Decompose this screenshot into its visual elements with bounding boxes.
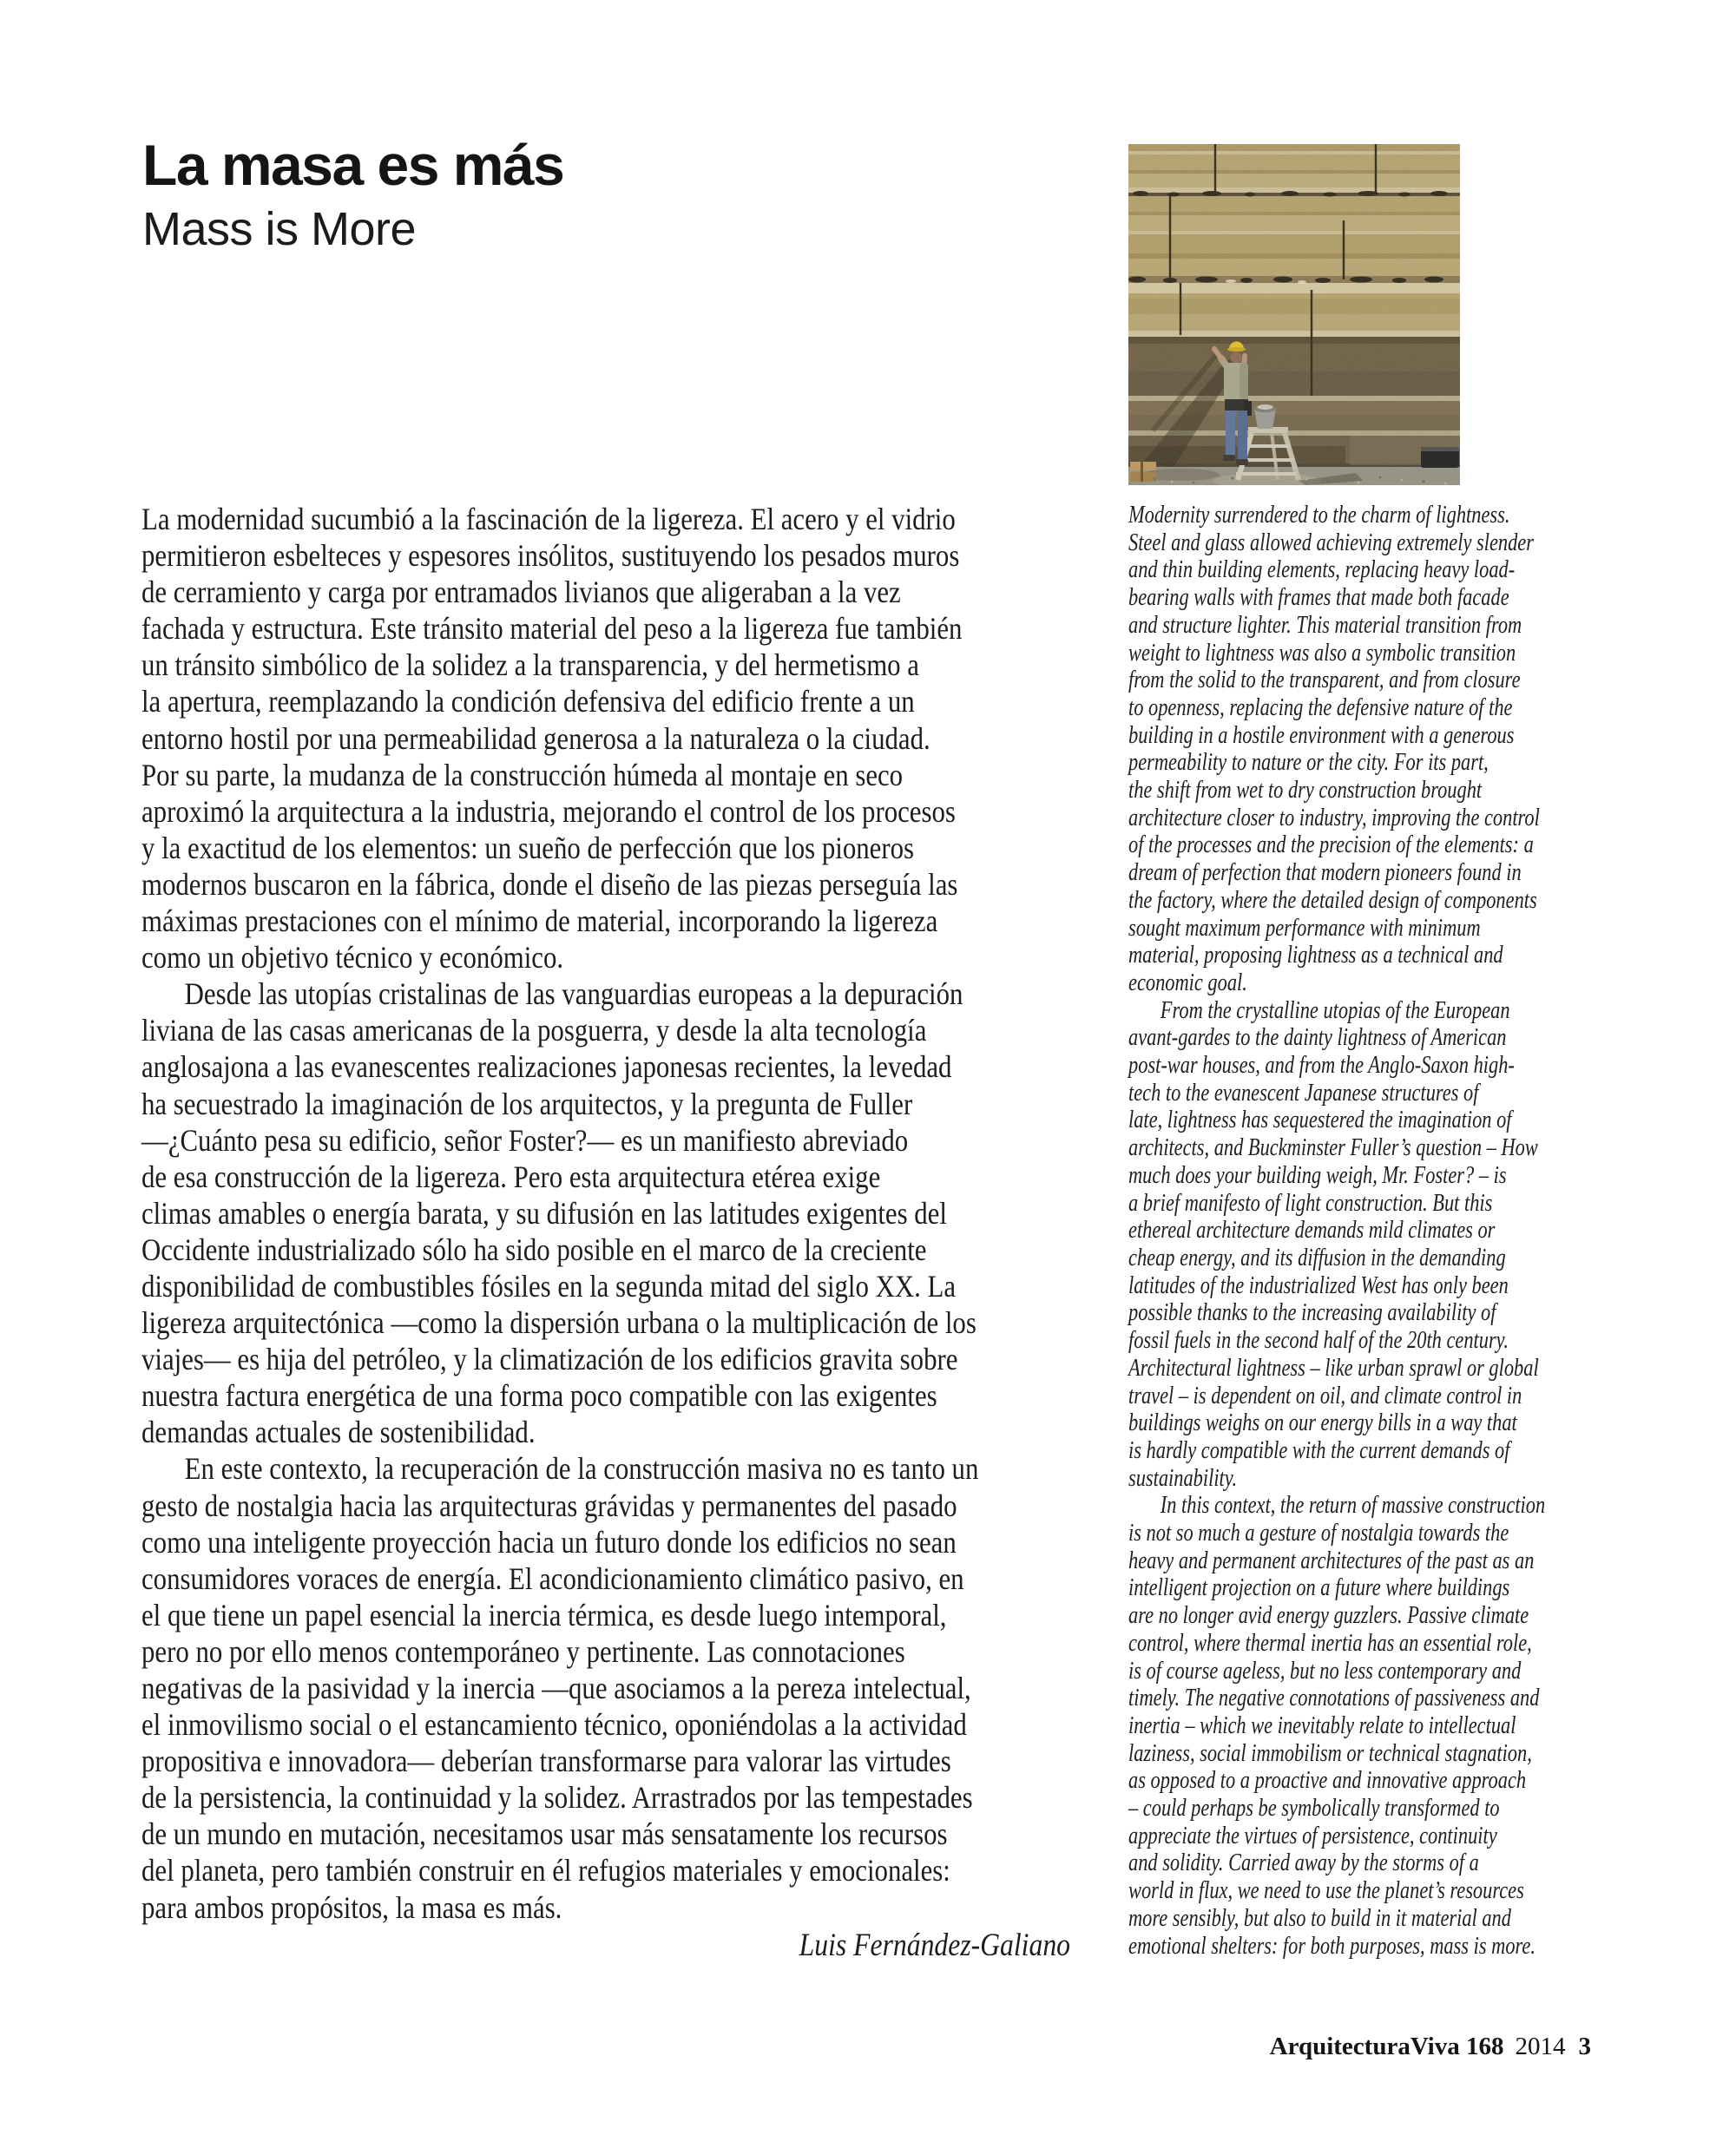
text-line: ethereal architecture demands mild climates or xyxy=(1128,1217,1496,1245)
text-line: avant-gardes to the dainty lightness of American xyxy=(1128,1024,1507,1052)
page-title: La masa es más xyxy=(142,133,564,197)
text-line: del planeta, pero también construir en él refugios materiales y emocionales: xyxy=(141,1853,950,1889)
text-line: anglosajona a las evanescentes realizaciones japonesas recientes, la levedad xyxy=(141,1049,952,1085)
text-line: negativas de la pasividad y la inercia —que asociamos a la pereza intelectual, xyxy=(141,1671,971,1705)
text-line: is of course ageless, but no less contemporary and xyxy=(1128,1657,1522,1685)
text-line: and structure lighter. This material transition from xyxy=(1128,611,1522,639)
text-line: from the solid to the transparent, and from closure xyxy=(1128,667,1521,694)
text-line: buildings weighs on our energy bills in a way that xyxy=(1128,1409,1517,1437)
text-line: heavy and permanent architectures of the past as an xyxy=(1128,1547,1535,1574)
text-line: aproximó la arquitectura a la industria, mejorando el control de los procesos xyxy=(141,793,956,829)
text-line: En este contexto, la recuperación de la construcción masiva no es tanto un xyxy=(184,1451,979,1487)
text-line: weight to lightness was also a symbolic transition xyxy=(1128,639,1516,667)
text-line: y la exactitud de los elementos: un sueño de perfección que los pioneros xyxy=(141,830,914,865)
text-line: de un mundo en mutación, necesitamos usar más sensatamente los recursos xyxy=(141,1816,948,1852)
text-line: more sensibly, but also to build in it material and xyxy=(1128,1904,1511,1932)
text-line: is not so much a gesture of nostalgia towards the xyxy=(1128,1520,1509,1547)
text-line: Desde las utopías cristalinas de las vanguardias europeas a la depuración xyxy=(184,976,963,1012)
text-line: late, lightness has sequestered the imagination of xyxy=(1128,1107,1512,1134)
text-line: as opposed to a proactive and innovative approach xyxy=(1128,1767,1527,1795)
text-line: La modernidad sucumbió a la fascinación de la ligereza. El acero y el vidrio xyxy=(141,502,956,536)
text-line: timely. The negative connotations of passiveness and xyxy=(1128,1685,1540,1712)
text-line: como una inteligente proyección hacia un futuro donde los edificios no sean xyxy=(141,1524,957,1560)
text-line: para ambos propósitos, la masa es más. xyxy=(141,1889,562,1925)
text-line: intelligent projection on a future where buildings xyxy=(1128,1574,1510,1602)
text-line: laziness, social immobilism or technical stagnation, xyxy=(1128,1739,1532,1767)
text-line: de cerramiento y carga por entramados livianos que aligeraban a la vez xyxy=(141,575,901,610)
text-line: el que tiene un papel esencial la inercia térmica, es desde luego intemporal, xyxy=(141,1597,947,1632)
text-line: la apertura, reemplazando la condición defensiva del edificio frente a un xyxy=(141,684,915,719)
text-line: dream of perfection that modern pioneers found in xyxy=(1128,859,1522,887)
text-line: sought maximum performance with minimum xyxy=(1128,914,1481,942)
text-line: —¿Cuánto pesa su edificio, señor Foster?— es un manifiesto abreviado xyxy=(141,1122,909,1158)
text-line: cheap energy, and its diffusion in the demanding xyxy=(1128,1244,1506,1271)
text-line: From the crystalline utopias of the European xyxy=(1160,996,1510,1024)
text-line: permeability to nature or the city. For its part, xyxy=(1128,749,1489,777)
text-line: post-war houses, and from the Anglo-Saxon high- xyxy=(1128,1052,1515,1080)
text-line: permitieron esbelteces y espesores insólitos, sustituyendo los pesados muros xyxy=(141,538,960,574)
text-line: de esa construcción de la ligereza. Pero esta arquitectura etérea exige xyxy=(141,1159,881,1194)
text-line: modernos buscaron en la fábrica, donde el diseño de las piezas perseguía las xyxy=(141,866,958,902)
text-line: ligereza arquitectónica —como la dispersión urbana o la multiplicación de los xyxy=(141,1305,976,1341)
text-line: tech to the evanescent Japanese structures of xyxy=(1128,1079,1479,1107)
text-line: economic goal. xyxy=(1128,969,1247,996)
text-line: el inmovilismo social o el estancamiento técnico, oponiéndolas a la actividad xyxy=(141,1707,967,1743)
footer-year: 2014 xyxy=(1515,2033,1566,2060)
text-line: Architectural lightness – like urban sprawl or global xyxy=(1128,1354,1539,1382)
text-line: latitudes of the industrialized West has only been xyxy=(1128,1271,1509,1299)
text-line: much does your building weigh, Mr. Foster? – is xyxy=(1128,1161,1507,1189)
page-footer xyxy=(1270,2033,1591,2061)
text-line: control, where thermal inertia has an essential role, xyxy=(1128,1629,1532,1657)
text-line: nuestra factura energética de una forma poco compatible con las exigentes xyxy=(141,1378,937,1414)
text-line: liviana de las casas americanas de la posguerra, y desde la alta tecnología xyxy=(141,1013,927,1048)
text-line: Modernity surrendered to the charm of lightness. xyxy=(1128,502,1510,529)
text-line: viajes— es hija del petróleo, y la climatización de los edificios gravita sobre xyxy=(141,1342,958,1377)
text-line: un tránsito simbólico de la solidez a la transparencia, y del hermetismo a xyxy=(141,647,919,683)
text-line: ha secuestrado la imaginación de los arquitectos, y la pregunta de Fuller xyxy=(141,1086,913,1121)
text-line: gesto de nostalgia hacia las arquitecturas grávidas y permanentes del pasado xyxy=(141,1488,957,1523)
text-line: bearing walls with frames that made both facade xyxy=(1128,584,1509,612)
text-line: to openness, replacing the defensive nature of the xyxy=(1128,693,1513,721)
text-line: building in a hostile environment with a generous xyxy=(1128,721,1515,749)
text-line: architecture closer to industry, improving the control xyxy=(1128,804,1540,831)
text-line: architects, and Buckminster Fuller’s question – How xyxy=(1128,1134,1538,1162)
footer-page-number: 3 xyxy=(1578,2033,1591,2060)
author-signature: Luis Fernández-Galiano xyxy=(799,1927,1070,1963)
text-line: máximas prestaciones con el mínimo de material, incorporando la ligereza xyxy=(141,903,938,939)
text-line: disponibilidad de combustibles fósiles en la segunda mitad del siglo XX. La xyxy=(141,1268,957,1304)
spanish-text-column xyxy=(141,501,1087,1964)
footer-magazine-name: ArquitecturaViva 168 xyxy=(1269,2033,1504,2060)
text-line: appreciate the virtues of persistence, continuity xyxy=(1128,1822,1497,1849)
text-line: emotional shelters: for both purposes, mass is more. xyxy=(1128,1932,1535,1960)
text-line: fossil fuels in the second half of the 20th century. xyxy=(1128,1327,1509,1355)
text-line: como un objetivo técnico y económico. xyxy=(141,940,564,975)
text-line: sustainability. xyxy=(1128,1464,1238,1492)
text-line: Occidente industrializado sólo ha sido posible en el marco de la creciente xyxy=(141,1232,927,1267)
text-line: the shift from wet to dry construction brought xyxy=(1128,777,1483,805)
text-line: are no longer avid energy guzzlers. Passive climate xyxy=(1128,1602,1529,1630)
text-line: material, proposing lightness as a technical and xyxy=(1128,942,1503,969)
text-line: of the processes and the precision of the elements: a xyxy=(1128,831,1534,859)
page-subtitle: Mass is More xyxy=(142,203,417,255)
photo-illustration xyxy=(1128,144,1460,485)
text-line: travel – is dependent on oil, and climate control in xyxy=(1128,1382,1522,1409)
text-line: Steel and glass allowed achieving extremely slender xyxy=(1128,529,1534,556)
text-line: climas amables o energía barata, y su difusión en las latitudes exigentes del xyxy=(141,1195,947,1231)
text-line: possible thanks to the increasing availability of xyxy=(1128,1299,1496,1327)
rammed-earth-wall-photo xyxy=(1128,144,1460,485)
text-line: is hardly compatible with the current demands of xyxy=(1128,1436,1510,1464)
text-line: and solidity. Carried away by the storms of a xyxy=(1128,1849,1479,1877)
text-line: propositiva e innovadora— deberían transformarse para valorar las virtudes xyxy=(141,1744,951,1779)
page-title-block xyxy=(142,128,563,257)
text-line: – could perhaps be symbolically transformed to xyxy=(1128,1795,1500,1823)
text-line: consumidores voraces de energía. El acondicionamiento climático pasivo, en xyxy=(141,1560,964,1596)
text-line: pero no por ello menos contemporáneo y pertinente. Las connotaciones xyxy=(141,1633,905,1669)
text-line: a brief manifesto of light construction. But this xyxy=(1128,1189,1493,1217)
text-line: entorno hostil por una permeabilidad generosa a la naturaleza o la ciudad. xyxy=(141,720,930,756)
text-line: the factory, where the detailed design of components xyxy=(1128,886,1537,914)
text-line: and thin building elements, replacing heavy load- xyxy=(1128,556,1516,584)
text-line: de la persistencia, la continuidad y la solidez. Arrastrados por las tempestades xyxy=(141,1780,973,1816)
text-line: inertia – which we inevitably relate to intellectual xyxy=(1128,1711,1516,1739)
english-translation-column xyxy=(1128,502,1562,1960)
text-line: demandas actuales de sostenibilidad. xyxy=(141,1415,536,1450)
text-line: world in flux, we need to use the planet’s resources xyxy=(1128,1877,1524,1905)
text-line: fachada y estructura. Este tránsito material del peso a la ligereza fue también xyxy=(141,611,963,647)
text-line: Por su parte, la mudanza de la construcción húmeda al montaje en seco xyxy=(141,757,904,792)
text-line: In this context, the return of massive construction xyxy=(1160,1492,1546,1520)
